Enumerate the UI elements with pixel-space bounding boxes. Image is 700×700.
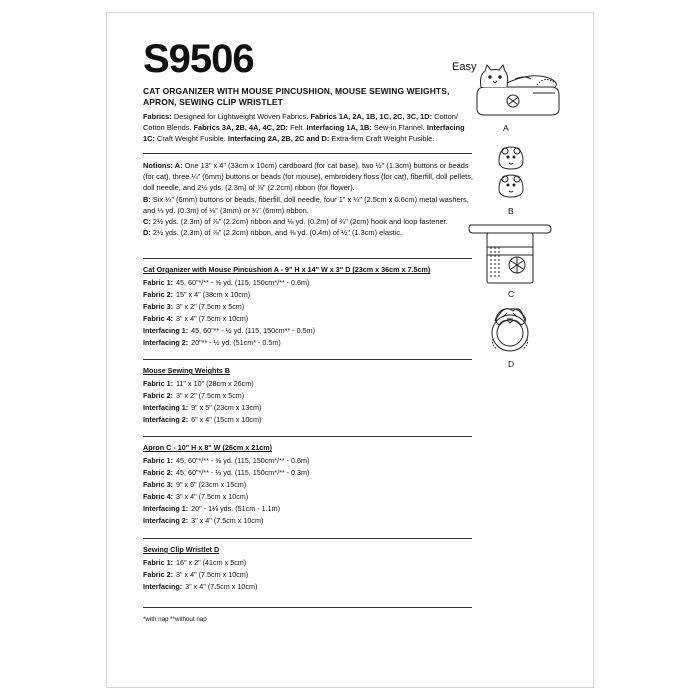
notions-c: C: 2½ yds. (2.3m) of ⅞" (2.2cm) ribbon and ⅛ yd. (0.2m) of ¾" (2cm) hook and loop fastener. xyxy=(143,217,448,227)
yardage-row: Fabric 3: 9" x 6" (23cm x 15cm) xyxy=(143,480,247,489)
divider xyxy=(143,258,472,259)
yardage-row: Interfacing 1: 9" x 5" (23cm x 13cm) xyxy=(143,403,262,412)
yardage-row: Fabric 4: 3" x 4" (7.5cm x 10cm) xyxy=(143,314,249,323)
cat-organizer-illustration xyxy=(473,61,563,121)
mouse-weights-illustration xyxy=(493,143,529,203)
yardage-row: Fabric 2: 15" x 4" (38cm x 10cm) xyxy=(143,290,251,299)
pattern-title: CAT ORGANIZER WITH MOUSE PINCUSHION, MOUSE SEWING WEIGHTS, APRON, SEWING CLIP WRISTLET xyxy=(143,86,450,107)
yardage-row: Fabric 2: 45, 60"*/** - ⅓ yd. (115, 150cm*/** - 0.3m) xyxy=(143,468,310,477)
yardage-row: Fabric 2: 3" x 4" (7.5cm x 10cm) xyxy=(143,570,249,579)
difficulty-label: Easy xyxy=(452,61,477,73)
view-label-d: D xyxy=(508,359,515,369)
yardage-row: Fabric 3: 3" x 2" (7.5cm x 5cm) xyxy=(143,302,245,311)
view-label-b: B xyxy=(508,206,514,216)
yardage-row: Fabric 4: 3" x 4" (7.5cm x 10cm) xyxy=(143,492,249,501)
yardage-row: Fabric 1: 16" x 2" (41cm x 5cm) xyxy=(143,558,247,567)
yardage-row: Interfacing 2: 20"** - ½ yd. (51cm* - 0.5m) xyxy=(143,338,281,347)
yardage-row: Interfacing: 3" x 4" (7.5cm x 10cm) xyxy=(143,582,258,591)
yardage-row: Interfacing 2: 6" x 4" (15cm x 10cm) xyxy=(143,415,262,424)
divider xyxy=(143,436,472,437)
view-label-c: C xyxy=(508,289,515,299)
apron-illustration xyxy=(465,221,555,287)
notions-paragraph xyxy=(143,160,473,238)
yardage-row: Interfacing 1: 45, 60"** - ½ yd. (115, 150cm** - 0.5m) xyxy=(143,326,316,335)
yardage-row: Fabric 2: 3" x 2" (7.5cm x 5cm) xyxy=(143,391,245,400)
section-title-d: Sewing Clip Wristlet D xyxy=(143,545,220,554)
section-title-a: Cat Organizer with Mouse Pincushion A - 9" H x 14" W x 3" D (23cm x 36cm x 7.5cm) xyxy=(143,265,431,274)
view-label-a: A xyxy=(503,123,509,133)
section-title-c: Apron C - 10" H x 8" W (26cm x 21cm) xyxy=(143,443,273,452)
wristlet-illustration xyxy=(485,301,535,357)
yardage-row: Fabric 1: 45, 60"*/** - ⅝ yd. (115, 150cm*/** - 0.6m) xyxy=(143,456,310,465)
divider xyxy=(143,153,472,154)
yardage-row: Interfacing 1: 20" - 1⅛ yds. (51cm - 1.1m) xyxy=(143,504,280,513)
yardage-row: Fabric 1: 11" x 10" (28cm x 26cm) xyxy=(143,379,254,388)
divider xyxy=(143,359,472,360)
section-title-b: Mouse Sewing Weights B xyxy=(143,366,230,375)
divider xyxy=(143,538,472,539)
yardage-row: Fabric 1: 45, 60"*/** - ⅝ yd. (115, 150cm*/** - 0.6m) xyxy=(143,278,310,287)
notions-d: D: 2½ yds. (2.3m) of ⅞" (2.2cm) ribbon, and ⅜ yd. (0.4m) of ½" (1.3cm) elastic. xyxy=(143,228,403,238)
notions-a: Notions: A: One 13" x 4" (33cm x 10cm) cardboard (for cat base), two ½" (1.3cm) buttons or beads (for cat), three ¼" (6mm) buttons or beads (for mouse), embroidery floss (for cat), fiberfill, doll pellets, doll needle, and 2½ yds. (2.3m) of ⅞" (2.2cm) ribbon (for flower). xyxy=(143,161,473,193)
fabrics-paragraph: Fabrics: Designed for Lightweight Woven Fabrics. Fabrics 1A, 2A, 1B, 1C, 2C, 3C, 1D: Cotton/ Cotton Blends. Fabrics 3A, 2B, 4A, 4C, 2D: Felt. Interfacing 1A, 1B: Sew-in Flannel. Interfacing 1C: Craft Weight Fusible. Interfacing 2A, 2B, 2C and D: Extra-firm Craft Weight Fusible. xyxy=(143,112,465,144)
pattern-envelope-back xyxy=(106,12,594,688)
footnote: *with nap **without nap xyxy=(143,616,207,623)
yardage-row: Interfacing 2: 3" x 4" (7.5cm x 10cm) xyxy=(143,516,264,525)
divider xyxy=(143,607,472,608)
notions-b: B: Six ¼" (6mm) buttons or beads, fiberfill, doll needle, four 1" x ¼" (2.5cm x 0.6cm) metal washers, and ⅓ yd. (0.3m) of ⅛" (3mm) or ¼" (6mm) ribbon. xyxy=(143,194,469,215)
pattern-number: S9506 xyxy=(143,37,254,81)
